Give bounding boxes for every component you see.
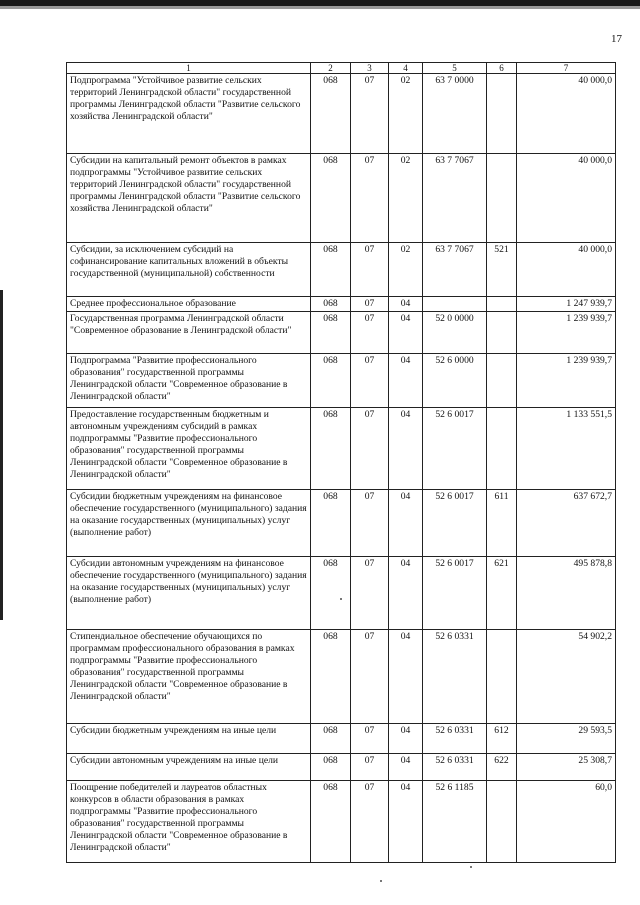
expense-type-cell [487,311,517,353]
subsection-code-cell: 04 [389,723,423,753]
section-code-cell: 07 [351,753,389,780]
row-name-cell: Субсидии на капитальный ремонт объектов в рамках подпрограммы "Устойчивое развитие сельских территорий Ленинградской области" государственной программы Ленинградской области "Развитие сельского хозяйства Ленинградской области" [67,154,311,243]
header-row [67,63,616,74]
column-header: 2 [311,63,351,74]
scan-top-edge-shadow [0,6,640,9]
row-name-cell: Среднее профессиональное образование [67,297,311,312]
table-row [67,489,616,556]
target-article-cell: 52 6 0331 [423,753,487,780]
expense-type-cell: 521 [487,243,517,297]
admin-code-cell: 068 [311,74,351,154]
expense-type-cell [487,353,517,407]
subsection-code-cell: 04 [389,556,423,629]
scan-left-edge-mark [0,290,3,620]
admin-code-cell: 068 [311,723,351,753]
section-code-cell: 07 [351,407,389,489]
expense-type-cell [487,629,517,723]
amount-cell: 1 239 939,7 [517,311,616,353]
section-code-cell: 07 [351,780,389,862]
admin-code-cell: 068 [311,353,351,407]
section-code-cell: 07 [351,489,389,556]
table-row [67,556,616,629]
admin-code-cell: 068 [311,780,351,862]
table-row [67,780,616,862]
target-article-cell: 63 7 7067 [423,154,487,243]
table-row [67,297,616,312]
page-number: 17 [611,33,622,45]
amount-cell: 1 239 939,7 [517,353,616,407]
admin-code-cell: 068 [311,311,351,353]
subsection-code-cell: 04 [389,297,423,312]
amount-cell: 29 593,5 [517,723,616,753]
amount-cell: 40 000,0 [517,74,616,154]
amount-cell: 54 902,2 [517,629,616,723]
target-article-cell: 52 6 0000 [423,353,487,407]
expense-type-cell: 611 [487,489,517,556]
target-article-cell: 52 6 0331 [423,629,487,723]
expense-type-cell: 612 [487,723,517,753]
table-row [67,74,616,154]
row-name-cell: Поощрение победителей и лауреатов областных конкурсов в области образования в рамках подпрограммы "Развитие профессионального образования" государственной программы Ленинградской области "Современное образование в Ленинградской области" [67,780,311,862]
section-code-cell: 07 [351,154,389,243]
table-row [67,154,616,243]
column-header: 7 [517,63,616,74]
scan-speck [470,866,472,868]
amount-cell: 637 672,7 [517,489,616,556]
target-article-cell: 52 6 1185 [423,780,487,862]
expense-type-cell: 622 [487,753,517,780]
target-article-cell: 52 6 0017 [423,556,487,629]
target-article-cell: 63 7 7067 [423,243,487,297]
row-name-cell: Подпрограмма "Развитие профессионального образования" государственной программы Ленинградской области "Современное образование в Ленинградской области" [67,353,311,407]
subsection-code-cell: 04 [389,780,423,862]
table-body [67,74,616,863]
admin-code-cell: 068 [311,154,351,243]
admin-code-cell: 068 [311,297,351,312]
row-name-cell: Субсидии бюджетным учреждениям на иные цели [67,723,311,753]
column-header: 1 [67,63,311,74]
column-header: 4 [389,63,423,74]
amount-cell: 40 000,0 [517,154,616,243]
target-article-cell: 52 0 0000 [423,311,487,353]
table-row [67,353,616,407]
section-code-cell: 07 [351,353,389,407]
scan-speck [340,598,342,600]
expense-type-cell [487,407,517,489]
target-article-cell [423,297,487,312]
admin-code-cell: 068 [311,407,351,489]
row-name-cell: Субсидии бюджетным учреждениям на финансовое обеспечение государственного (муниципального) задания на оказание государственных (муниципальных) услуг (выполнение работ) [67,489,311,556]
row-name-cell: Субсидии автономным учреждениям на иные цели [67,753,311,780]
subsection-code-cell: 04 [389,629,423,723]
amount-cell: 495 878,8 [517,556,616,629]
section-code-cell: 07 [351,297,389,312]
expense-type-cell [487,780,517,862]
table-row [67,243,616,297]
amount-cell: 40 000,0 [517,243,616,297]
section-code-cell: 07 [351,723,389,753]
table-row [67,629,616,723]
target-article-cell: 63 7 0000 [423,74,487,154]
target-article-cell: 52 6 0017 [423,407,487,489]
target-article-cell: 52 6 0017 [423,489,487,556]
subsection-code-cell: 04 [389,353,423,407]
section-code-cell: 07 [351,556,389,629]
section-code-cell: 07 [351,629,389,723]
admin-code-cell: 068 [311,629,351,723]
amount-cell: 1 133 551,5 [517,407,616,489]
expense-type-cell [487,74,517,154]
subsection-code-cell: 02 [389,74,423,154]
admin-code-cell: 068 [311,489,351,556]
scan-speck [380,880,382,882]
row-name-cell: Субсидии автономным учреждениям на финансовое обеспечение государственного (муниципального) задания на оказание государственных (муниципальных) услуг (выполнение работ) [67,556,311,629]
row-name-cell: Предоставление государственным бюджетным и автономным учреждениям субсидий в рамках подпрограммы "Развитие профессионального образования" государственной программы Ленинградской области "Современное образование в Ленинградской области" [67,407,311,489]
subsection-code-cell: 04 [389,489,423,556]
row-name-cell: Стипендиальное обеспечение обучающихся по программам профессионального образования в рамках подпрограммы "Развитие профессионального образования" государственной программы Ленинградской области "Современное образование в Ленинградской области" [67,629,311,723]
section-code-cell: 07 [351,74,389,154]
row-name-cell: Государственная программа Ленинградской области "Современное образование в Ленинградской области" [67,311,311,353]
subsection-code-cell: 04 [389,407,423,489]
target-article-cell: 52 6 0331 [423,723,487,753]
admin-code-cell: 068 [311,243,351,297]
amount-cell: 25 308,7 [517,753,616,780]
subsection-code-cell: 04 [389,753,423,780]
table-row [67,753,616,780]
subsection-code-cell: 04 [389,311,423,353]
row-name-cell: Субсидии, за исключением субсидий на софинансирование капитальных вложений в объекты государственной (муниципальной) собственности [67,243,311,297]
amount-cell: 60,0 [517,780,616,862]
subsection-code-cell: 02 [389,154,423,243]
table-row [67,723,616,753]
table-row [67,311,616,353]
column-header: 5 [423,63,487,74]
expense-type-cell [487,154,517,243]
column-header: 6 [487,63,517,74]
expense-type-cell: 621 [487,556,517,629]
admin-code-cell: 068 [311,556,351,629]
section-code-cell: 07 [351,311,389,353]
column-header: 3 [351,63,389,74]
row-name-cell: Подпрограмма "Устойчивое развитие сельских территорий Ленинградской области" государственной программы Ленинградской области "Развитие сельского хозяйства Ленинградской области" [67,74,311,154]
subsection-code-cell: 02 [389,243,423,297]
section-code-cell: 07 [351,243,389,297]
budget-table [66,62,616,863]
expense-type-cell [487,297,517,312]
amount-cell: 1 247 939,7 [517,297,616,312]
admin-code-cell: 068 [311,753,351,780]
table-row [67,407,616,489]
